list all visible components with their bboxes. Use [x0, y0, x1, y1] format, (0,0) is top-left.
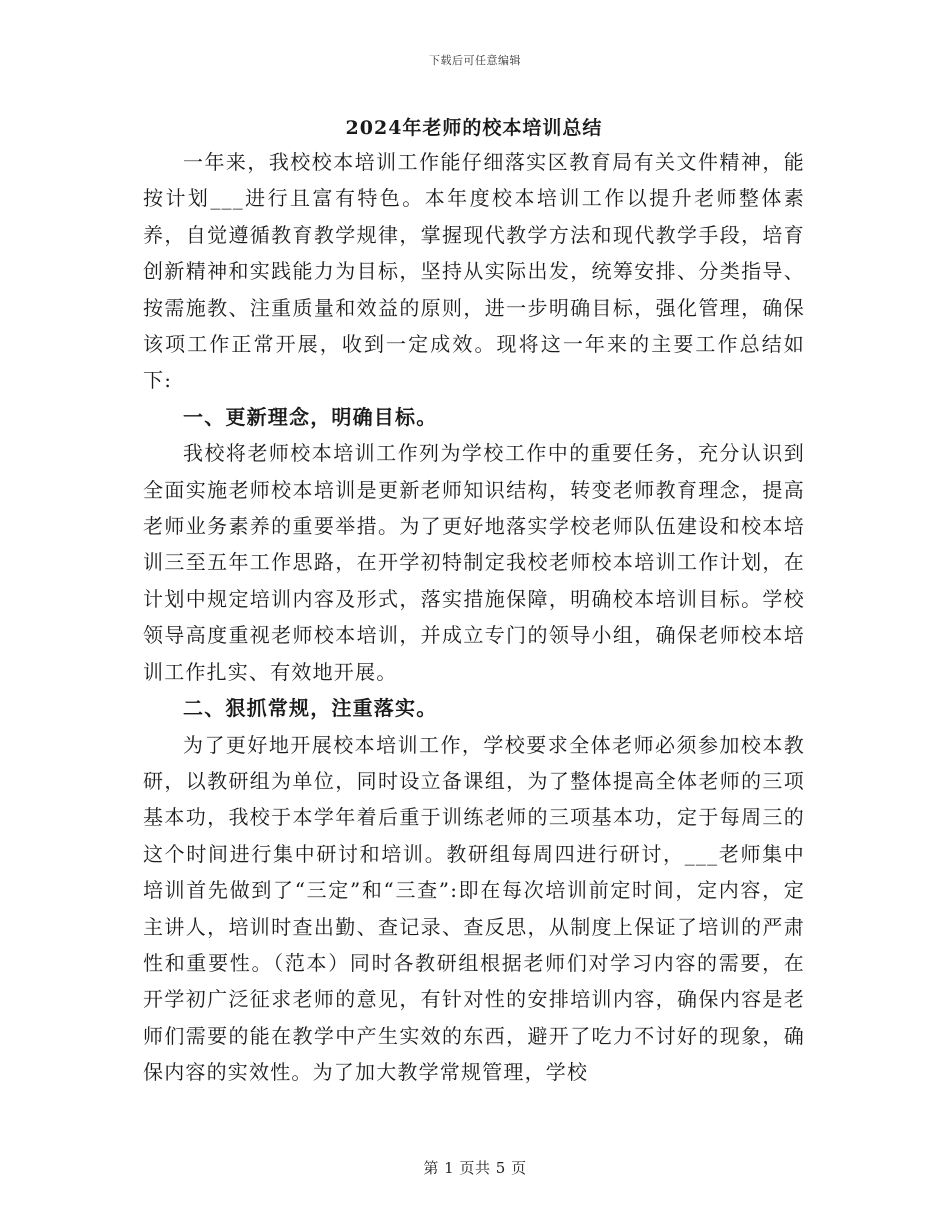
- document-body: [143, 112, 805, 1091]
- section-1-heading: 一、更新理念，明确目标。: [183, 404, 438, 429]
- section-1-paragraph: 我校将老师校本培训工作列为学校工作中的重要任务，充分认识到全面实施老师校本培训是更新老师知识结构，转变老师教育理念，提高老师业务素养的重要举措。为了更好地落实学校老师队伍建设和校本培训三至五年工作思路，在开学初特制定我校老师校本培训工作计划，在计划中规定培训内容及形式，落实措施保障，明确校本培训目标。学校领导高度重视老师校本培训，并成立专门的领导小组，确保老师校本培训工作扎实、有效地开展。: [143, 441, 805, 684]
- intro-paragraph: 一年来，我校校本培训工作能仔细落实区教育局有关文件精神，能按计划___进行且富有特色。本年度校本培训工作以提升老师整体素养，自觉遵循教育教学规律，掌握现代教学方法和现代教学手段，培育创新精神和实践能力为目标，坚持从实际出发，统筹安排、分类指导、按需施教、注重质量和效益的原则，进一步明确目标，强化管理，确保该项工作正常开展，收到一定成效。现将这一年来的主要工作总结如下:: [143, 150, 805, 393]
- document-title: 2024年老师的校本培训总结: [345, 117, 603, 139]
- page-number: 第 1 页共 5 页: [423, 1159, 527, 1177]
- header-edit-note: 下载后可任意编辑: [429, 54, 521, 67]
- section-2-paragraph: 为了更好地开展校本培训工作，学校要求全体老师必须参加校本教研，以教研组为单位，同时设立备课组，为了整体提高全体老师的三项基本功，我校于本学年着后重于训练老师的三项基本功，定于每周三的这个时间进行集中研讨和培训。教研组每周四进行研讨，___老师集中培训首先做到了“三定”和“三查”:即在每次培训前定时间，定内容，定主讲人，培训时查出勤、查记录、查反思，从制度上保证了培训的严肃性和重要性。（范本）同时各教研组根据老师们对学习内容的需要，在开学初广泛征求老师的意见，有针对性的安排培训内容，确保内容是老师们需要的能在教学中产生实效的东西，避开了吃力不讨好的现象，确保内容的实效性。为了加大教学常规管理，学校: [143, 732, 805, 1085]
- section-2-heading: 二、狠抓常规，注重落实。: [183, 696, 438, 721]
